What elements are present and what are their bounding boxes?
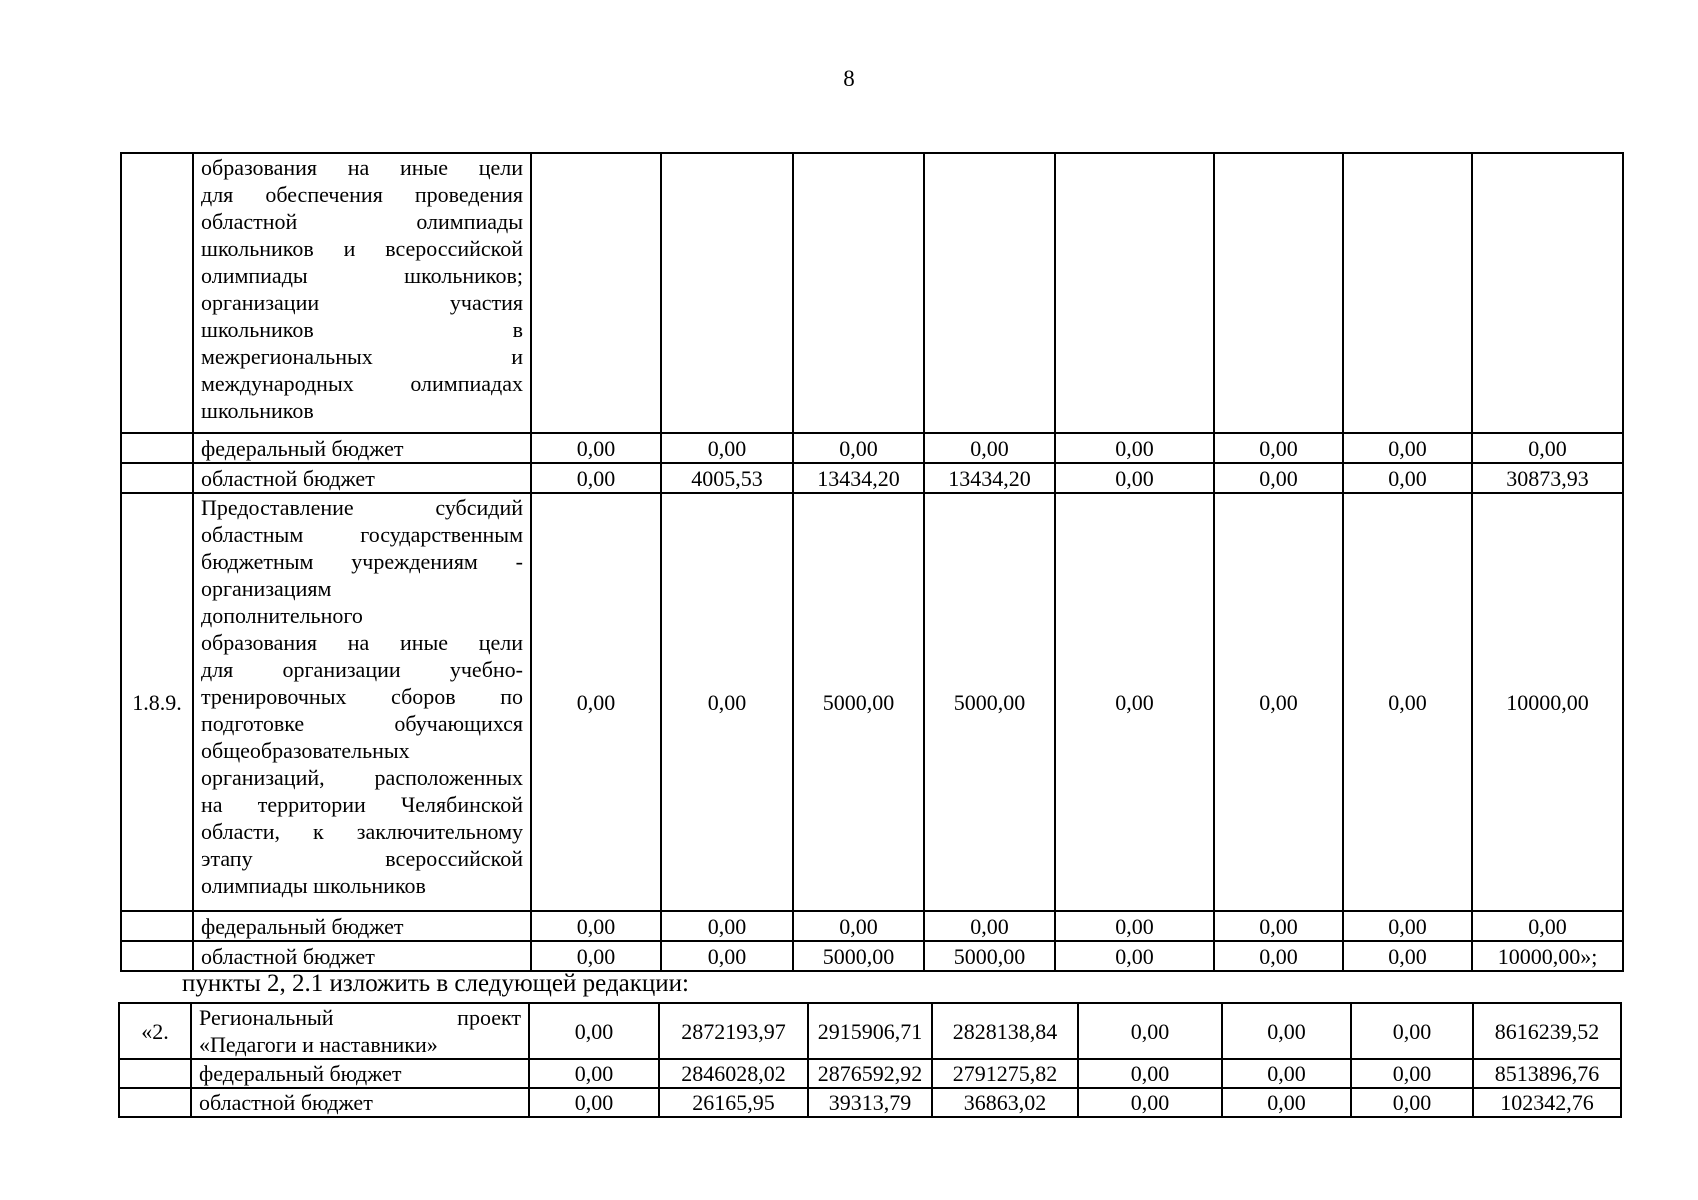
value-cell: 0,00	[1214, 911, 1343, 941]
row-number-cell	[119, 1088, 191, 1117]
row-number-cell	[119, 1059, 191, 1088]
value-cell: 0,00	[1055, 463, 1214, 493]
value-cell: 36863,02	[932, 1088, 1078, 1117]
table-row	[119, 1088, 1621, 1117]
page-number: 8	[843, 66, 855, 91]
value-cell: 0,00	[1343, 941, 1472, 971]
description-line: Предоставление субсидий	[201, 495, 523, 520]
value-cell	[531, 153, 661, 433]
value-cell: 0,00	[531, 493, 661, 911]
value-cell: 0,00	[1222, 1088, 1351, 1117]
budget-source-label: областной бюджет	[191, 1088, 529, 1117]
value-cell: 0,00	[1472, 433, 1623, 463]
value-cell: 10000,00»;	[1472, 941, 1623, 971]
value-cell: 0,00	[1055, 911, 1214, 941]
value-cell: 39313,79	[808, 1088, 932, 1117]
value-cell: 0,00	[1214, 493, 1343, 911]
table-row	[121, 153, 1623, 433]
table-row	[121, 911, 1623, 941]
value-cell: 0,00	[1351, 1088, 1473, 1117]
row-number-cell: «2.	[119, 1003, 191, 1059]
description-line: образования на иные цели	[201, 155, 523, 180]
value-cell: 0,00	[1214, 463, 1343, 493]
row-number-cell	[121, 153, 193, 433]
value-cell	[1055, 153, 1214, 433]
value-cell	[1343, 153, 1472, 433]
row-number-cell	[121, 433, 193, 463]
value-cell: 8513896,76	[1473, 1059, 1621, 1088]
value-cell: 0,00	[661, 493, 793, 911]
value-cell: 2872193,97	[659, 1003, 808, 1059]
value-cell: 10000,00	[1472, 493, 1623, 911]
value-cell: 0,00	[1343, 493, 1472, 911]
description-cell	[193, 493, 531, 911]
row-number-cell	[121, 941, 193, 971]
description-line: этапу всероссийской	[201, 846, 523, 871]
description-line: на территории Челябинской	[201, 792, 523, 817]
value-cell	[793, 153, 924, 433]
value-cell: 0,00	[531, 941, 661, 971]
value-cell: 0,00	[1078, 1003, 1222, 1059]
description-line: международных олимпиадах	[201, 371, 523, 396]
value-cell: 0,00	[1343, 433, 1472, 463]
row-number-cell: 1.8.9.	[121, 493, 193, 911]
value-cell: 0,00	[531, 463, 661, 493]
description-line: областным государственным	[201, 522, 523, 547]
description-line: олимпиады школьников;	[201, 263, 523, 288]
value-cell: 0,00	[1214, 433, 1343, 463]
value-cell: 5000,00	[924, 941, 1055, 971]
value-cell: 0,00	[1078, 1088, 1222, 1117]
table-row	[121, 433, 1623, 463]
value-cell: 0,00	[924, 911, 1055, 941]
description-line: областной олимпиады	[201, 209, 523, 234]
value-cell: 0,00	[793, 433, 924, 463]
description-cell	[191, 1003, 529, 1059]
value-cell	[661, 153, 793, 433]
description-line: «Педагоги и наставники»	[199, 1032, 438, 1057]
budget-source-label: федеральный бюджет	[191, 1059, 529, 1088]
row-number-cell	[121, 911, 193, 941]
description-line: бюджетным учреждениям -	[201, 549, 523, 574]
budget-table-continued	[120, 152, 1624, 972]
value-cell: 0,00	[1351, 1003, 1473, 1059]
value-cell: 0,00	[1222, 1059, 1351, 1088]
value-cell: 2915906,71	[808, 1003, 932, 1059]
row-number-cell	[121, 463, 193, 493]
value-cell: 0,00	[1055, 493, 1214, 911]
value-cell: 0,00	[1078, 1059, 1222, 1088]
value-cell: 0,00	[1351, 1059, 1473, 1088]
description-line: области, к заключительному	[201, 819, 523, 844]
table-row	[121, 493, 1623, 911]
description-cell	[193, 153, 531, 433]
budget-source-label: федеральный бюджет	[193, 433, 531, 463]
value-cell: 13434,20	[793, 463, 924, 493]
value-cell	[1214, 153, 1343, 433]
value-cell: 5000,00	[924, 493, 1055, 911]
value-cell: 0,00	[531, 433, 661, 463]
description-line: организаций, расположенных	[201, 765, 523, 790]
value-cell: 0,00	[1055, 941, 1214, 971]
description-line: дополнительного	[201, 603, 363, 628]
value-cell: 0,00	[529, 1088, 659, 1117]
description-line: школьников	[201, 398, 314, 423]
value-cell: 5000,00	[793, 941, 924, 971]
value-cell: 0,00	[793, 911, 924, 941]
value-cell: 2876592,92	[808, 1059, 932, 1088]
value-cell: 8616239,52	[1473, 1003, 1621, 1059]
value-cell: 2791275,82	[932, 1059, 1078, 1088]
table-row	[121, 941, 1623, 971]
value-cell: 2828138,84	[932, 1003, 1078, 1059]
value-cell: 5000,00	[793, 493, 924, 911]
description-line: Региональный проект	[199, 1005, 521, 1030]
value-cell: 0,00	[661, 433, 793, 463]
description-line: школьников и всероссийской	[201, 236, 523, 261]
value-cell: 0,00	[531, 911, 661, 941]
description-line: подготовке обучающихся	[201, 711, 523, 736]
value-cell: 0,00	[924, 433, 1055, 463]
description-line: образования на иные цели	[201, 630, 523, 655]
value-cell: 0,00	[529, 1003, 659, 1059]
budget-source-label: областной бюджет	[193, 463, 531, 493]
description-line: олимпиады школьников	[201, 873, 426, 898]
value-cell: 30873,93	[1472, 463, 1623, 493]
value-cell	[1472, 153, 1623, 433]
description-line: для обеспечения проведения	[201, 182, 523, 207]
description-line: организации участия	[201, 290, 523, 315]
value-cell: 0,00	[1343, 463, 1472, 493]
table-row	[119, 1003, 1621, 1059]
table-row	[121, 463, 1623, 493]
value-cell: 0,00	[1343, 911, 1472, 941]
description-line: общеобразовательных	[201, 738, 410, 763]
description-line: для организации учебно-	[201, 657, 523, 682]
value-cell: 4005,53	[661, 463, 793, 493]
value-cell: 0,00	[1214, 941, 1343, 971]
description-line: школьников в	[201, 317, 523, 342]
value-cell: 0,00	[1055, 433, 1214, 463]
description-line: организациям	[201, 576, 332, 601]
value-cell: 0,00	[1222, 1003, 1351, 1059]
value-cell: 26165,95	[659, 1088, 808, 1117]
value-cell: 0,00	[529, 1059, 659, 1088]
table-row	[119, 1059, 1621, 1088]
value-cell: 2846028,02	[659, 1059, 808, 1088]
budget-table-section-2	[118, 1002, 1622, 1118]
section-caption: пункты 2, 2.1 изложить в следующей редакции:	[182, 970, 689, 997]
value-cell: 13434,20	[924, 463, 1055, 493]
description-line: тренировочных сборов по	[201, 684, 523, 709]
description-line: межрегиональных и	[201, 344, 523, 369]
budget-source-label: областной бюджет	[193, 941, 531, 971]
value-cell	[924, 153, 1055, 433]
value-cell: 0,00	[1472, 911, 1623, 941]
value-cell: 0,00	[661, 911, 793, 941]
budget-source-label: федеральный бюджет	[193, 911, 531, 941]
value-cell: 102342,76	[1473, 1088, 1621, 1117]
value-cell: 0,00	[661, 941, 793, 971]
